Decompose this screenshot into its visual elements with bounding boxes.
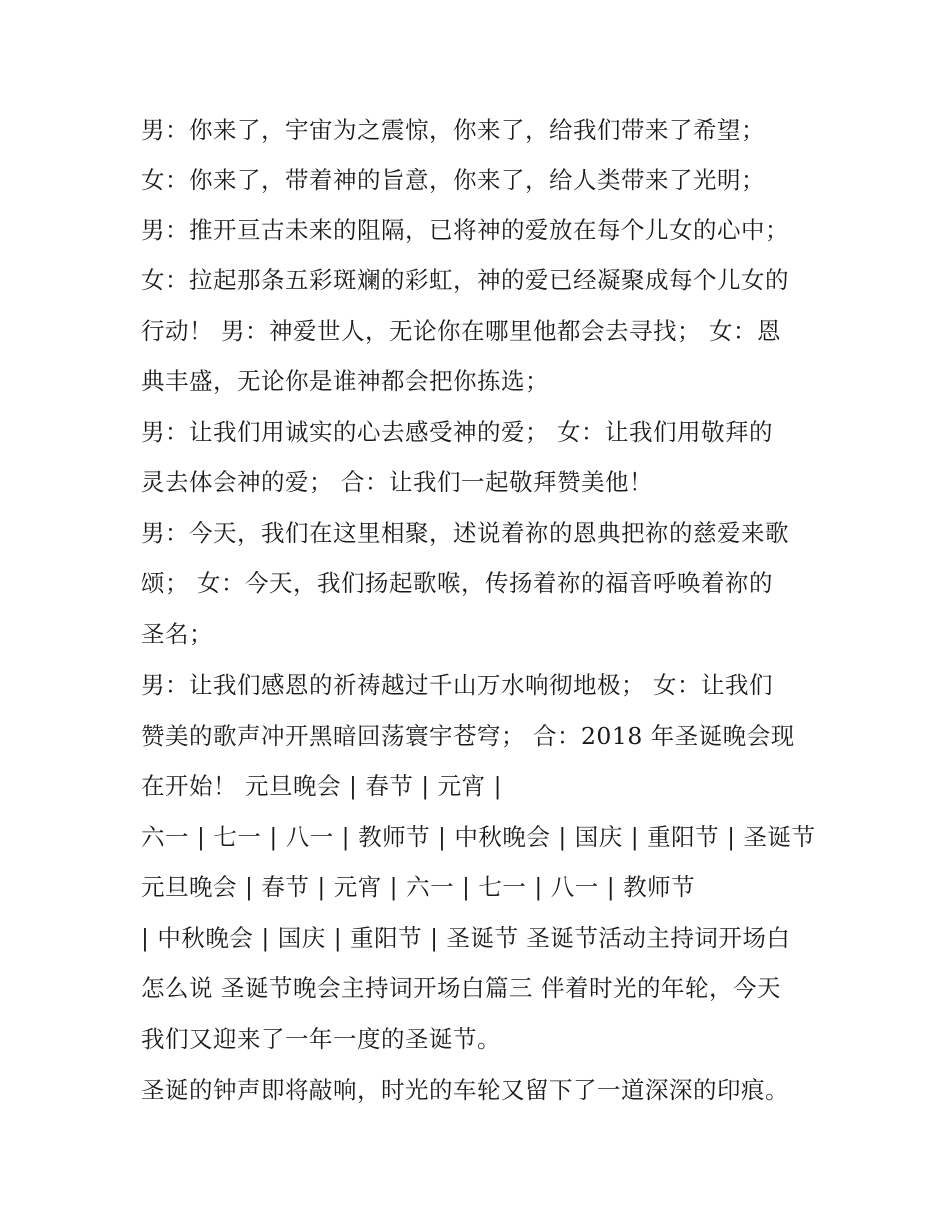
text-line: 灵去体会神的爱； 合：让我们一起敬拜赞美他！ — [141, 468, 653, 496]
text-line: 圣名； — [141, 620, 213, 648]
text-line: 女：你来了，带着神的旨意，你来了，给人类带来了光明； — [141, 166, 765, 194]
text-line: 颂； 女：今天，我们扬起歌喉，传扬着祢的福音呼唤着祢的 — [141, 569, 773, 597]
text-line: 男：让我们用诚实的心去感受神的爱； 女：让我们用敬拜的 — [141, 418, 773, 446]
text-line: 在开始！ 元旦晚会 | 春节 | 元宵 | — [141, 772, 503, 800]
text-line: 我们又迎来了一年一度的圣诞节。 — [141, 1025, 501, 1053]
text-line: 女：拉起那条五彩斑斓的彩虹，神的爱已经凝聚成每个儿女的 — [141, 266, 789, 294]
text-line: 圣诞的钟声即将敲响，时光的车轮又留下了一道深深的印痕。 — [141, 1076, 789, 1104]
text-line: 典丰盛，无论你是谁神都会把你拣选； — [141, 367, 549, 395]
text-line: 男：今天，我们在这里相聚，述说着祢的恩典把祢的慈爱来歌 — [141, 519, 789, 547]
text-line: | 中秋晚会 | 国庆 | 重阳节 | 圣诞节 圣诞节活动主持词开场白 — [141, 924, 791, 952]
text-line: 行动！ 男：神爱世人，无论你在哪里他都会去寻找； 女：恩 — [141, 317, 781, 345]
text-line: 怎么说 圣诞节晚会主持词开场白篇三 伴着时光的年轮，今天 — [141, 974, 781, 1002]
text-line: 元旦晚会 | 春节 | 元宵 | 六一 | 七一 | 八一 | 教师节 — [141, 873, 696, 901]
text-line: 男：让我们感恩的祈祷越过千山万水响彻地极； 女：让我们 — [141, 671, 773, 699]
text-line: 六一 | 七一 | 八一 | 教师节 | 中秋晚会 | 国庆 | 重阳节 | 圣诞节 — [141, 823, 816, 851]
text-line: 男：推开亘古未来的阻隔，已将神的爱放在每个儿女的心中； — [141, 216, 789, 244]
text-line: 男：你来了，宇宙为之震惊，你来了，给我们带来了希望； — [141, 116, 765, 144]
text-line: 赞美的歌声冲开黑暗回荡寰宇苍穹； 合：2018 年圣诞晚会现 — [141, 722, 795, 750]
